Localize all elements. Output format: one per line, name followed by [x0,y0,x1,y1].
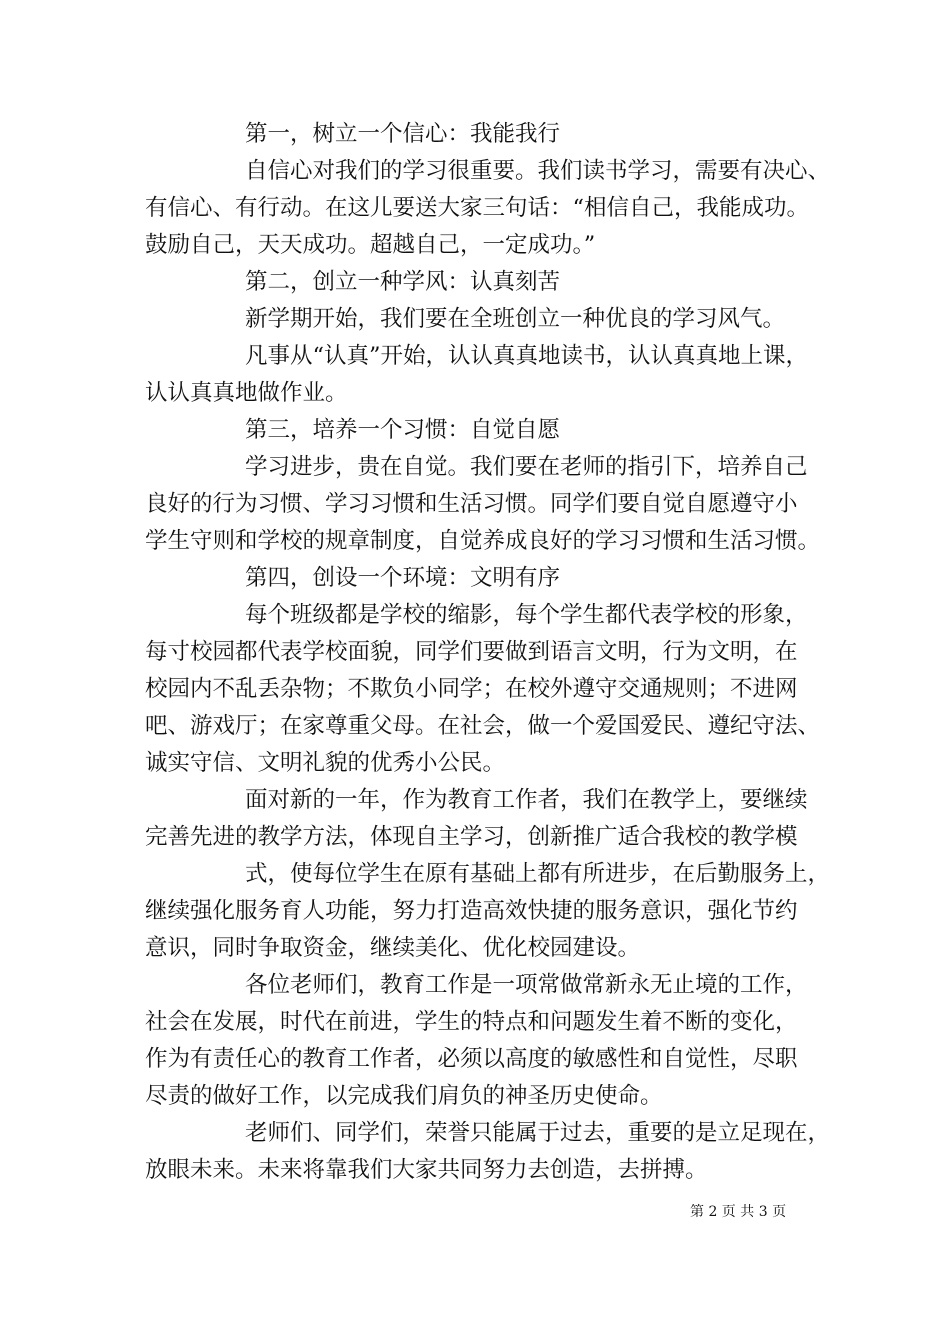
paragraph-line: 凡事从“认真”开始，认认真真地读书，认认真真地上课， [245,343,809,369]
paragraph-line: 吧、游戏厅；在家尊重父母。在社会，做一个爱国爱民、遵纪守法、 [145,713,821,739]
paragraph-line: 新学期开始，我们要在全班创立一种优良的学习风气。 [245,306,786,332]
page-number-footer: 第 2 页 共 3 页 [690,1204,787,1220]
heading-4: 第四，创设一个环境：文明有序 [245,565,561,591]
heading-3: 第三，培养一个习惯：自觉自愿 [245,417,561,443]
paragraph-line: 式，使每位学生在原有基础上都有所进步，在后勤服务上， [245,861,831,887]
paragraph-line: 作为有责任心的教育工作者，必须以高度的敏感性和自觉性，尽职 [145,1046,798,1072]
paragraph-line: 认认真真地做作业。 [145,380,348,406]
paragraph-line: 完善先进的教学方法，体现自主学习，创新推广适合我校的教学模 [145,824,798,850]
paragraph-line: 老师们、同学们，荣誉只能属于过去，重要的是立足现在， [245,1120,831,1146]
paragraph-line: 放眼未来。未来将靠我们大家共同努力去创造，去拼搏。 [145,1157,708,1183]
paragraph-line: 良好的行为习惯、学习习惯和生活习惯。同学们要自觉自愿遵守小 [145,491,798,517]
paragraph-line: 鼓励自己，天天成功。超越自己，一定成功。” [145,232,596,258]
paragraph-line: 每寸校园都代表学校面貌，同学们要做到语言文明，行为文明，在 [145,639,798,665]
paragraph-line: 有信心、有行动。在这儿要送大家三句话：“相信自己，我能成功。 [145,195,810,221]
heading-2: 第二，创立一种学风：认真刻苦 [245,269,561,295]
paragraph-line: 自信心对我们的学习很重要。我们读书学习，需要有决心、 [245,158,831,184]
heading-1: 第一，树立一个信心：我能我行 [245,121,561,147]
paragraph-line: 学习进步，贵在自觉。我们要在老师的指引下，培养自己 [245,454,808,480]
paragraph-line: 面对新的一年，作为教育工作者，我们在教学上，要继续 [245,787,808,813]
paragraph-line: 继续强化服务育人功能，努力打造高效快捷的服务意识，强化节约 [145,898,798,924]
paragraph-line: 各位老师们，教育工作是一项常做常新永无止境的工作， [245,972,808,998]
paragraph-line: 意识，同时争取资金，继续美化、优化校园建设。 [145,935,641,961]
paragraph-line: 尽责的做好工作，以完成我们肩负的神圣历史使命。 [145,1083,663,1109]
paragraph-line: 诚实守信、文明礼貌的优秀小公民。 [145,750,506,776]
paragraph-line: 社会在发展，时代在前进，学生的特点和问题发生着不断的变化， [145,1009,798,1035]
paragraph-line: 学生守则和学校的规章制度，自觉养成良好的学习习惯和生活习惯。 [145,528,821,554]
paragraph-line: 每个班级都是学校的缩影，每个学生都代表学校的形象， [245,602,808,628]
paragraph-line: 校园内不乱丢杂物；不欺负小同学；在校外遵守交通规则；不进网 [145,676,798,702]
